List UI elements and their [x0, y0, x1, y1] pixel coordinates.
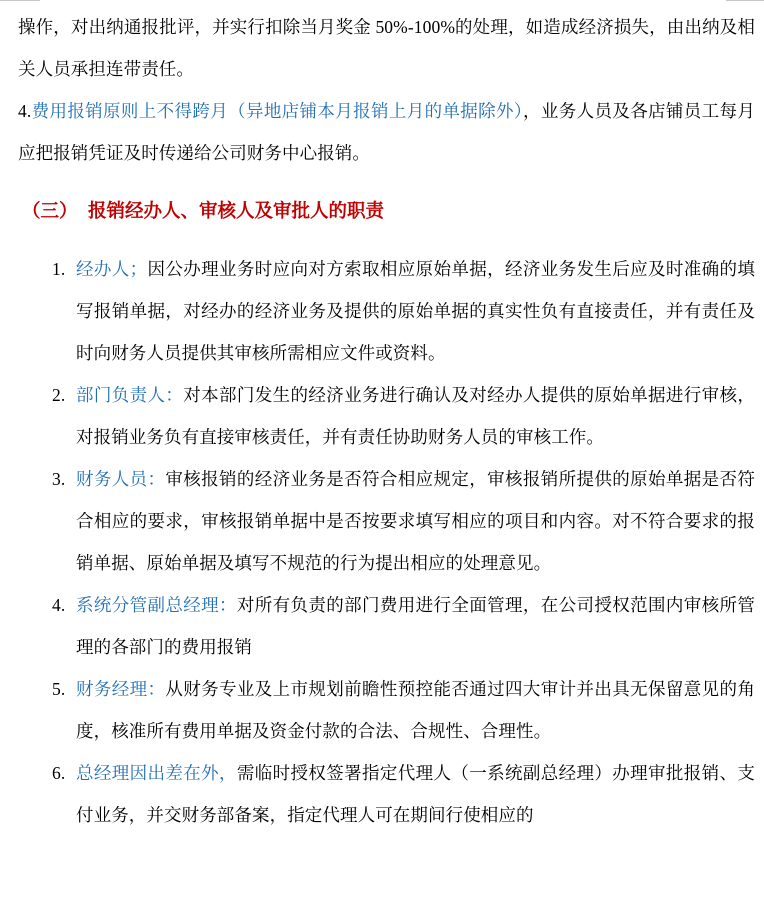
responsibilities-list [0, 248, 764, 836]
section-heading-marker: （三） [22, 202, 78, 222]
list-item-number: 5. [52, 679, 66, 699]
list-item-number: 6. [52, 763, 66, 783]
spacer-after-heading [0, 236, 764, 248]
list-item-lead: 经办人； [76, 259, 148, 279]
list-item [0, 668, 764, 752]
list-item [0, 458, 764, 584]
list-item-body: 需临时授权签署指定代理人（一系统副总经理）办理审批报销、支付业务，并交财务部备案，指定代理人可在期间行使相应的 [76, 763, 755, 825]
list-item [0, 752, 764, 836]
clause-4-number: 4. [18, 101, 32, 121]
paragraph-clause-4 [0, 90, 764, 174]
list-item-number: 2. [52, 385, 66, 405]
clause-4-rest: ，业务人员及各店铺员工每月应把报销凭证及时传递给公司财务中心报销。 [18, 101, 755, 163]
list-item-lead: 财务人员： [76, 469, 166, 489]
paragraph-clause-3-continuation: 操作，对出纳通报批评，并实行扣除当月奖金 50%-100%的处理，如造成经济损失，由出纳及相关人员承担连带责任。 [18, 17, 755, 79]
list-item-body: 从财务专业及上市规划前瞻性预控能否通过四大审计并出具无保留意见的角度，核准所有费用单据及资金付款的合法、合规性、合理性。 [76, 679, 755, 741]
list-item-number: 4. [52, 595, 66, 615]
section-heading-title: 报销经办人、审核人及审批人的职责 [88, 202, 385, 222]
list-item-lead: 总经理因出差在外， [76, 763, 237, 783]
list-item-lead: 部门负责人： [76, 385, 184, 405]
spacer-before-heading [0, 174, 764, 188]
list-item-number: 1. [52, 259, 66, 279]
section-heading [0, 188, 764, 236]
list-item [0, 584, 764, 668]
list-item-lead: 系统分管副总经理： [76, 595, 237, 615]
list-item-body: 审核报销的经济业务是否符合相应规定，审核报销所提供的原始单据是否符合相应的要求，审核报销单据中是否按要求填写相应的项目和内容。对不符合要求的报销单据、原始单据及填写不规范的行为提出相应的处理意见。 [76, 469, 755, 573]
list-item-body: 因公办理业务时应向对方索取相应原始单据，经济业务发生后应及时准确的填写报销单据，对经办的经济业务及提供的原始单据的真实性负有直接责任，并有责任及时向财务人员提供其审核所需相应文件或资料。 [76, 259, 755, 363]
list-item-lead: 财务经理： [76, 679, 166, 699]
list-item [0, 374, 764, 458]
list-item [0, 248, 764, 374]
list-item-number: 3. [52, 469, 66, 489]
list-item-body: 对所有负责的部门费用进行全面管理，在公司授权范围内审核所管理的各部门的费用报销 [76, 595, 755, 657]
clause-4-emphasis: 费用报销原则上不得跨月（异地店铺本月报销上月的单据除外） [31, 101, 524, 121]
list-item-body: 对本部门发生的经济业务进行确认及对经办人提供的原始单据进行审核，对报销业务负有直接审核责任，并有责任协助财务人员的审核工作。 [76, 385, 755, 447]
